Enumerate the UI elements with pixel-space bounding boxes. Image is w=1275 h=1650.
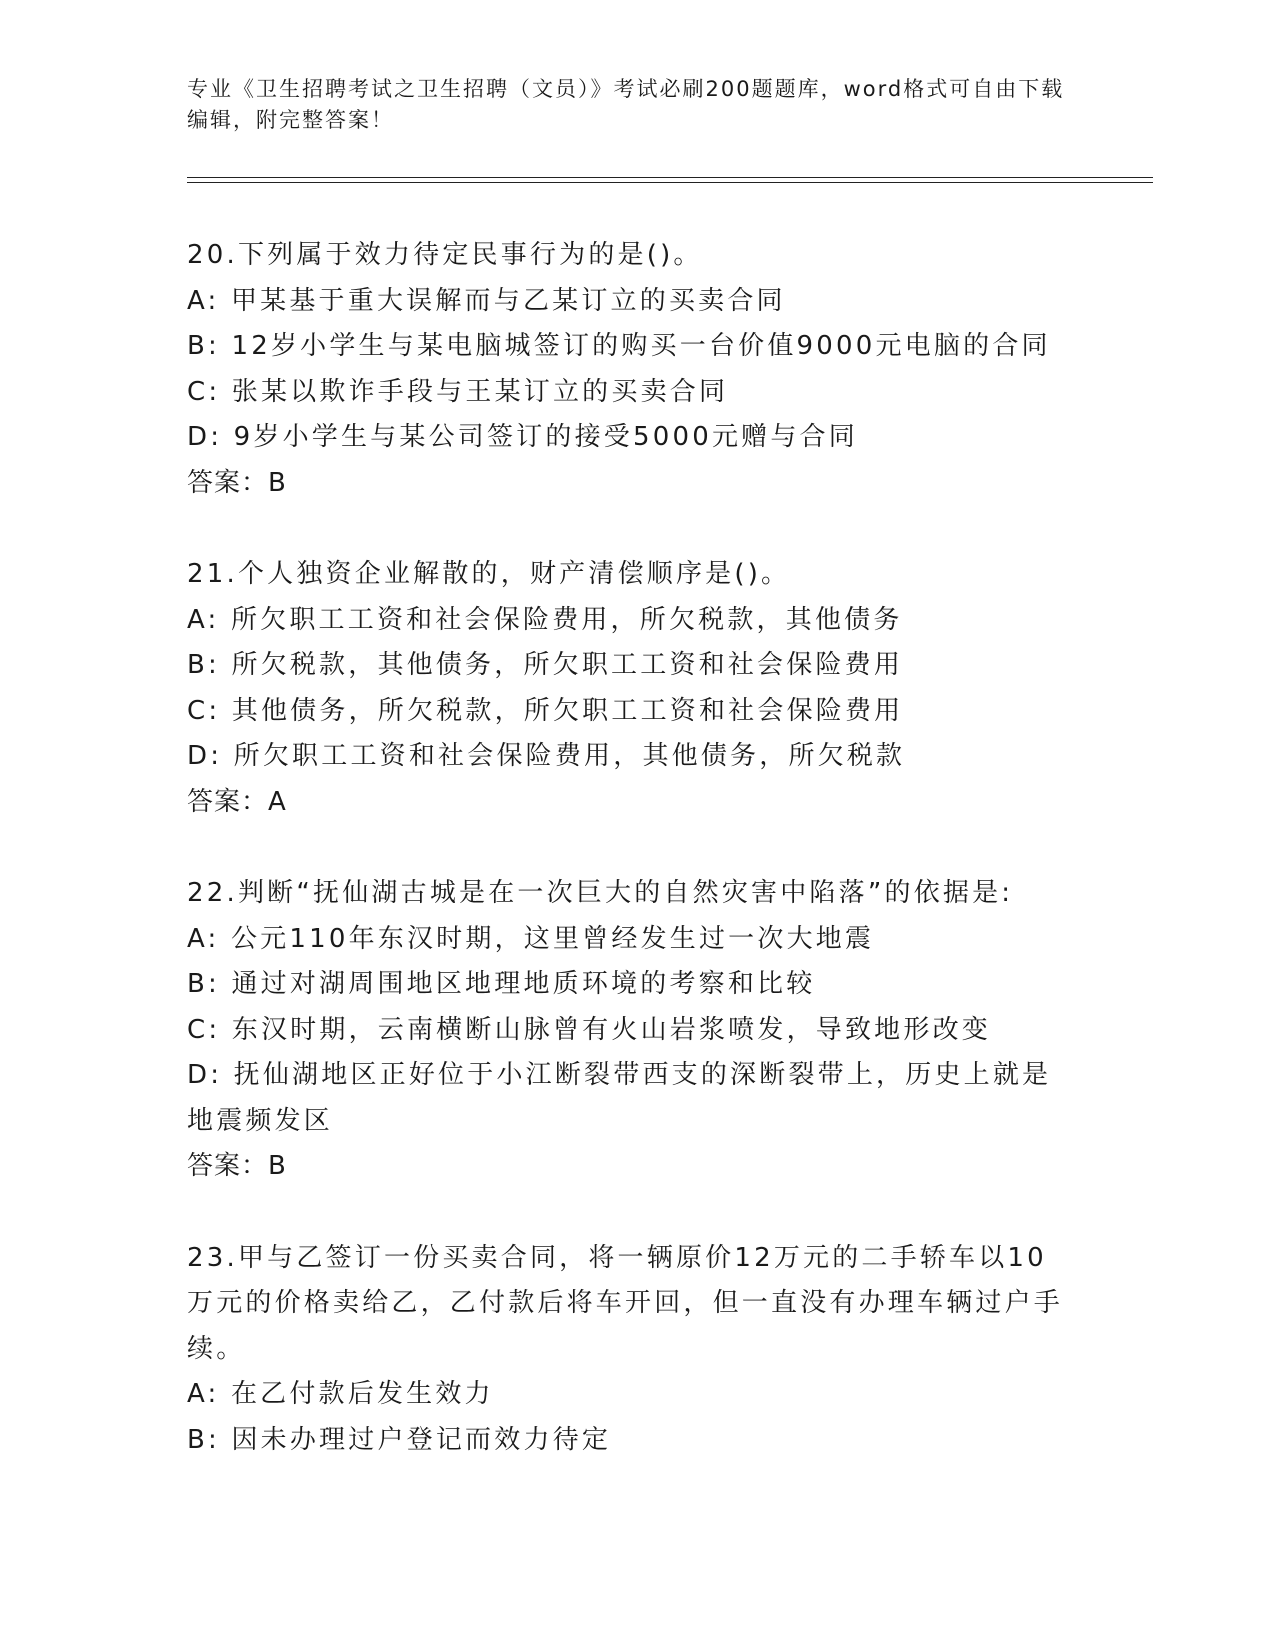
question-22 (187, 871, 1067, 1190)
question-stem: 20.下列属于效力待定民事行为的是()。 (187, 240, 703, 270)
option-a: A: 在乙付款后发生效力 (187, 1379, 494, 1409)
answer-label: 答案： (187, 1151, 269, 1181)
option-c: C: 东汉时期，云南横断山脉曾有火山岩浆喷发，导致地形改变 (187, 1014, 991, 1045)
answer-label: 答案： (187, 467, 269, 498)
option-c: C: 张某以欺诈手段与王某订立的买卖合同 (187, 376, 729, 407)
answer-line (187, 780, 1067, 826)
option-b: B: 因未办理过户登记而效力待定 (187, 1424, 612, 1455)
option-d: D: 9岁小学生与某公司签订的接受5000元赠与合同 (187, 422, 858, 452)
answer-line (187, 461, 1067, 507)
option-b: B: 12岁小学生与某电脑城签订的购买一台价值9000元电脑的合同 (187, 331, 1051, 361)
question-21 (187, 552, 1067, 825)
option-c: C: 其他债务，所欠税款，所欠职工工资和社会保险费用 (187, 695, 904, 726)
header-rule-top (187, 177, 1153, 178)
option-b: B: 所欠税款，其他债务，所欠职工工资和社会保险费用 (187, 650, 904, 680)
question-20 (187, 233, 1067, 506)
answer-line (187, 1144, 1067, 1190)
question-list (187, 233, 1067, 1509)
answer-value: B (268, 467, 287, 498)
answer-value: B (268, 1151, 287, 1181)
question-23 (187, 1236, 1067, 1464)
answer-label: 答案： (187, 786, 269, 817)
header-rule-bottom (187, 182, 1153, 183)
question-stem: 22.判断“抚仙湖古城是在一次巨大的自然灾害中陷落”的依据是: (187, 878, 1014, 908)
option-d: D: 所欠职工工资和社会保险费用，其他债务，所欠税款 (187, 741, 906, 771)
option-b: B: 通过对湖周围地区地理地质环境的考察和比较 (187, 969, 816, 999)
answer-value: A (268, 786, 287, 817)
document-header: 专业《卫生招聘考试之卫生招聘（文员）》考试必刷200题题库，word格式可自由下载编辑，附完整答案！ (187, 77, 1065, 132)
option-a: A: 公元110年东汉时期，这里曾经发生过一次大地震 (187, 923, 875, 954)
option-d: D: 抚仙湖地区正好位于小江断裂带西支的深断裂带上，历史上就是地震频发区 (187, 1060, 1052, 1136)
option-a: A: 甲某基于重大误解而与乙某订立的买卖合同 (187, 285, 786, 316)
option-a: A: 所欠职工工资和社会保险费用，所欠税款，其他债务 (187, 604, 903, 635)
question-stem: 21.个人独资企业解散的，财产清偿顺序是()。 (187, 559, 791, 589)
question-stem: 23.甲与乙签订一份买卖合同，将一辆原价12万元的二手轿车以10万元的价格卖给乙，乙付款后将车开回，但一直没有办理车辆过户手续。 (187, 1242, 1064, 1364)
